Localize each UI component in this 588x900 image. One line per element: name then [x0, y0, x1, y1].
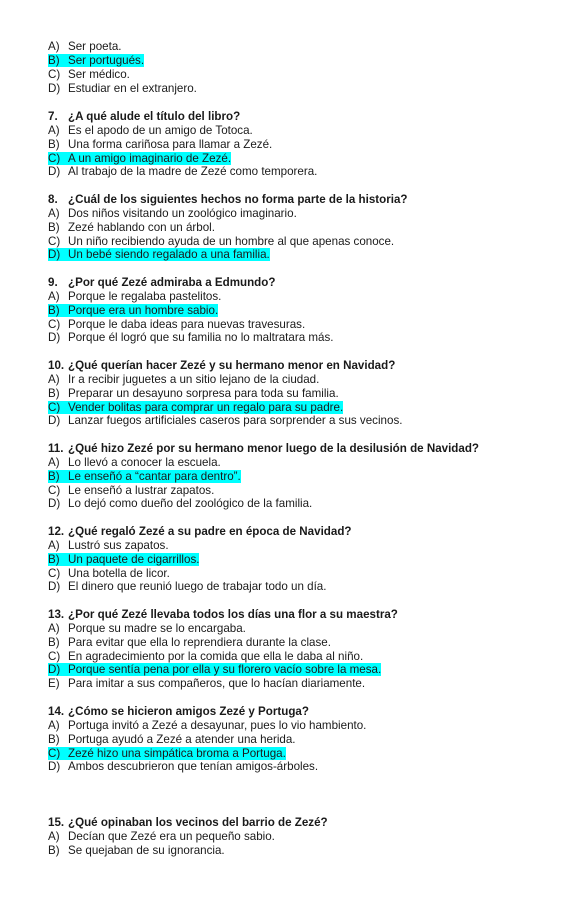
question-text: ¿Cómo se hicieron amigos Zezé y Portuga?: [68, 705, 309, 718]
option-content: [48, 138, 272, 151]
answer-option-highlighted: [48, 747, 286, 761]
option-content: [48, 235, 394, 248]
option-letter: C): [48, 566, 61, 580]
option-content: [48, 580, 326, 593]
option-content: [48, 207, 297, 220]
answer-option: [48, 456, 221, 470]
option-letter: B): [48, 53, 60, 67]
answer-option: [48, 650, 363, 664]
option-letter: D): [48, 165, 61, 179]
option-letter: C): [48, 317, 61, 331]
option-letter: D): [48, 580, 61, 594]
option-text: Porque sentía pena por ella y su florero vacío sobre la mesa.: [68, 663, 382, 677]
option-content: [48, 414, 402, 427]
question-heading: [48, 359, 395, 373]
answer-option-highlighted: [48, 553, 199, 567]
option-text: Ir a recibir juguetes a un sitio lejano de la ciudad.: [68, 372, 320, 386]
option-content: [48, 484, 214, 497]
option-text: Para imitar a sus compañeros, que lo hacían diariamente.: [68, 677, 366, 691]
option-text: Un bebé siendo regalado a una familia.: [68, 248, 270, 262]
option-text: Es el apodo de un amigo de Totoca.: [68, 123, 253, 137]
option-letter: A): [48, 621, 60, 635]
option-text: Lo llevó a conocer la escuela.: [68, 455, 221, 469]
question-number: 8.: [48, 193, 58, 206]
option-text: Dos niños visitando un zoológico imaginario.: [68, 206, 297, 220]
answer-option-highlighted: [48, 54, 144, 68]
option-text: Ser poeta.: [68, 40, 122, 53]
option-letter: E): [48, 677, 60, 691]
option-content: [48, 470, 241, 483]
question-text: ¿Qué regaló Zezé a su padre en época de Navidad?: [68, 525, 352, 538]
option-content: [48, 747, 286, 760]
option-letter: A): [48, 538, 60, 552]
answer-option: [48, 290, 221, 304]
option-letter: A): [48, 455, 60, 469]
option-text: Lanzar fuegos artificiales caseros para sorprender a sus vecinos.: [68, 414, 403, 428]
answer-option: [48, 138, 272, 152]
option-letter: D): [48, 331, 61, 345]
option-content: [48, 456, 221, 469]
option-content: [48, 221, 215, 234]
option-text: Al trabajo de la madre de Zezé como temporera.: [68, 165, 318, 179]
option-text: Ambos descubrieron que tenían amigos-árboles.: [68, 760, 319, 774]
answer-option: [48, 414, 402, 428]
option-content: [48, 373, 319, 386]
answer-option: [48, 318, 305, 332]
option-letter: A): [48, 718, 60, 732]
option-text: Le enseñó a lustrar zapatos.: [68, 483, 215, 497]
option-content: [48, 830, 275, 843]
option-content: [48, 152, 231, 165]
answer-option-highlighted: [48, 470, 241, 484]
option-content: [48, 318, 305, 331]
option-text: Ser portugués.: [68, 53, 145, 67]
question-number: 10.: [48, 359, 65, 372]
question-text: ¿Por qué Zezé admiraba a Edmundo?: [68, 276, 276, 289]
answer-option: [48, 539, 169, 553]
answer-option: [48, 40, 122, 54]
option-text: Porque era un hombre sabio.: [68, 303, 219, 317]
answer-option: [48, 68, 130, 82]
option-content: [48, 401, 343, 414]
answer-option-highlighted: [48, 663, 381, 677]
answer-option: [48, 844, 225, 858]
option-content: [48, 124, 253, 137]
option-letter: D): [48, 760, 61, 774]
answer-option: [48, 567, 170, 581]
option-letter: A): [48, 829, 60, 843]
question-number: 15.: [48, 816, 65, 829]
answer-option-highlighted: [48, 248, 270, 262]
question-number: 7.: [48, 110, 58, 123]
option-text: Ser médico.: [68, 67, 130, 81]
option-text: Estudiar en el extranjero.: [68, 81, 197, 95]
option-letter: C): [48, 151, 61, 165]
answer-option: [48, 580, 326, 594]
option-content: [48, 539, 169, 552]
question-number: 9.: [48, 276, 58, 289]
option-letter: B): [48, 303, 60, 317]
answer-option: [48, 636, 331, 650]
question-text: ¿Por qué Zezé llevaba todos los días una flor a su maestra?: [68, 608, 398, 621]
option-text: A un amigo imaginario de Zezé.: [68, 151, 232, 165]
option-text: Un paquete de cigarrillos.: [68, 552, 200, 566]
option-letter: A): [48, 289, 60, 303]
option-content: [48, 387, 339, 400]
answer-option-highlighted: [48, 304, 218, 318]
option-letter: A): [48, 206, 60, 220]
option-letter: D): [48, 663, 61, 677]
option-content: [48, 567, 170, 580]
option-content: [48, 248, 270, 261]
answer-option: [48, 165, 317, 179]
question-text: ¿Qué opinaban los vecinos del barrio de Zezé?: [68, 816, 328, 829]
option-content: [48, 553, 199, 566]
option-letter: C): [48, 483, 61, 497]
answer-option: [48, 235, 394, 249]
option-content: [48, 663, 381, 676]
option-text: Le enseñó a “cantar para dentro”.: [68, 469, 241, 483]
option-text: Un niño recibiendo ayuda de un hombre al que apenas conoce.: [68, 234, 395, 248]
answer-option: [48, 677, 365, 691]
option-content: [48, 733, 296, 746]
option-content: [48, 68, 130, 81]
answer-option: [48, 622, 246, 636]
option-text: Porque le daba ideas para nuevas travesuras.: [68, 317, 306, 331]
question-heading: [48, 276, 275, 290]
option-letter: D): [48, 497, 61, 511]
option-letter: C): [48, 649, 61, 663]
option-text: Portuga invitó a Zezé a desayunar, pues lo vio hambiento.: [68, 718, 367, 732]
option-letter: C): [48, 234, 61, 248]
option-letter: D): [48, 248, 61, 262]
answer-option: [48, 719, 366, 733]
option-text: Preparar un desayuno sorpresa para toda su familia.: [68, 386, 339, 400]
answer-option-highlighted: [48, 401, 343, 415]
answer-option: [48, 373, 319, 387]
question-text: ¿Qué querían hacer Zezé y su hermano menor en Navidad?: [68, 359, 396, 372]
option-letter: C): [48, 400, 61, 414]
answer-option: [48, 484, 214, 498]
option-content: [48, 497, 312, 510]
answer-option-highlighted: [48, 152, 231, 166]
question-heading: [48, 193, 408, 207]
option-letter: B): [48, 220, 60, 234]
option-content: [48, 290, 221, 303]
option-content: [48, 165, 317, 178]
question-heading: [48, 705, 309, 719]
answer-option: [48, 207, 297, 221]
option-content: [48, 844, 225, 857]
option-content: [48, 760, 318, 773]
option-text: El dinero que reunió luego de trabajar todo un día.: [68, 580, 327, 594]
option-letter: B): [48, 635, 60, 649]
option-text: Portuga ayudó a Zezé a atender una herida.: [68, 732, 296, 746]
option-content: [48, 40, 122, 53]
option-letter: B): [48, 386, 60, 400]
question-text: ¿A qué alude el título del libro?: [68, 110, 241, 123]
option-text: Vender bolitas para comprar un regalo para su padre.: [68, 400, 344, 414]
question-heading: [48, 110, 240, 124]
answer-option: [48, 124, 253, 138]
question-heading: [48, 816, 328, 830]
question-number: 11.: [48, 442, 64, 455]
option-text: Decían que Zezé era un pequeño sabio.: [68, 829, 275, 843]
answer-option: [48, 497, 312, 511]
option-text: Se quejaban de su ignorancia.: [68, 843, 225, 857]
question-heading: [48, 608, 398, 622]
option-text: Porque su madre se lo encargaba.: [68, 621, 246, 635]
option-text: Lo dejó como dueño del zoológico de la familia.: [68, 497, 313, 511]
option-content: [48, 650, 363, 663]
option-content: [48, 82, 197, 95]
option-letter: A): [48, 40, 60, 53]
option-content: [48, 719, 366, 732]
option-text: Para evitar que ella lo reprendiera durante la clase.: [68, 635, 331, 649]
option-letter: C): [48, 746, 61, 760]
option-text: Porque le regalaba pastelitos.: [68, 289, 222, 303]
option-text: Una botella de licor.: [68, 566, 170, 580]
answer-option: [48, 331, 334, 345]
option-letter: B): [48, 732, 60, 746]
option-text: Zezé hizo una simpática broma a Portuga.: [68, 746, 286, 760]
option-text: Porque él logró que su familia no lo maltratara más.: [68, 331, 334, 345]
answer-option: [48, 830, 275, 844]
option-text: En agradecimiento por la comida que ella le daba al niño.: [68, 649, 364, 663]
option-letter: A): [48, 372, 60, 386]
option-letter: B): [48, 137, 60, 151]
question-heading: [48, 525, 352, 539]
option-letter: D): [48, 81, 61, 95]
option-letter: C): [48, 67, 61, 81]
option-content: [48, 304, 218, 317]
answer-option: [48, 760, 318, 774]
option-content: [48, 622, 246, 635]
answer-option: [48, 733, 296, 747]
option-text: Zezé hablando con un árbol.: [68, 220, 215, 234]
option-letter: A): [48, 123, 60, 137]
option-text: Una forma cariñosa para llamar a Zezé.: [68, 137, 273, 151]
question-number: 13.: [48, 608, 65, 621]
answer-option: [48, 82, 197, 96]
option-content: [48, 331, 334, 344]
answer-option: [48, 387, 339, 401]
option-text: Lustró sus zapatos.: [68, 538, 169, 552]
option-letter: B): [48, 843, 60, 857]
option-content: [48, 54, 144, 67]
answer-option: [48, 221, 215, 235]
question-number: 14.: [48, 705, 65, 718]
question-text: ¿Qué hizo Zezé por su hermano menor luego de la desilusión de Navidad?: [68, 442, 480, 455]
option-letter: B): [48, 552, 60, 566]
option-letter: B): [48, 469, 60, 483]
question-text: ¿Cuál de los siguientes hechos no forma parte de la historia?: [68, 193, 408, 206]
option-content: [48, 636, 331, 649]
question-heading: [48, 442, 479, 456]
option-content: [48, 677, 365, 690]
option-letter: D): [48, 414, 61, 428]
question-number: 12.: [48, 525, 65, 538]
